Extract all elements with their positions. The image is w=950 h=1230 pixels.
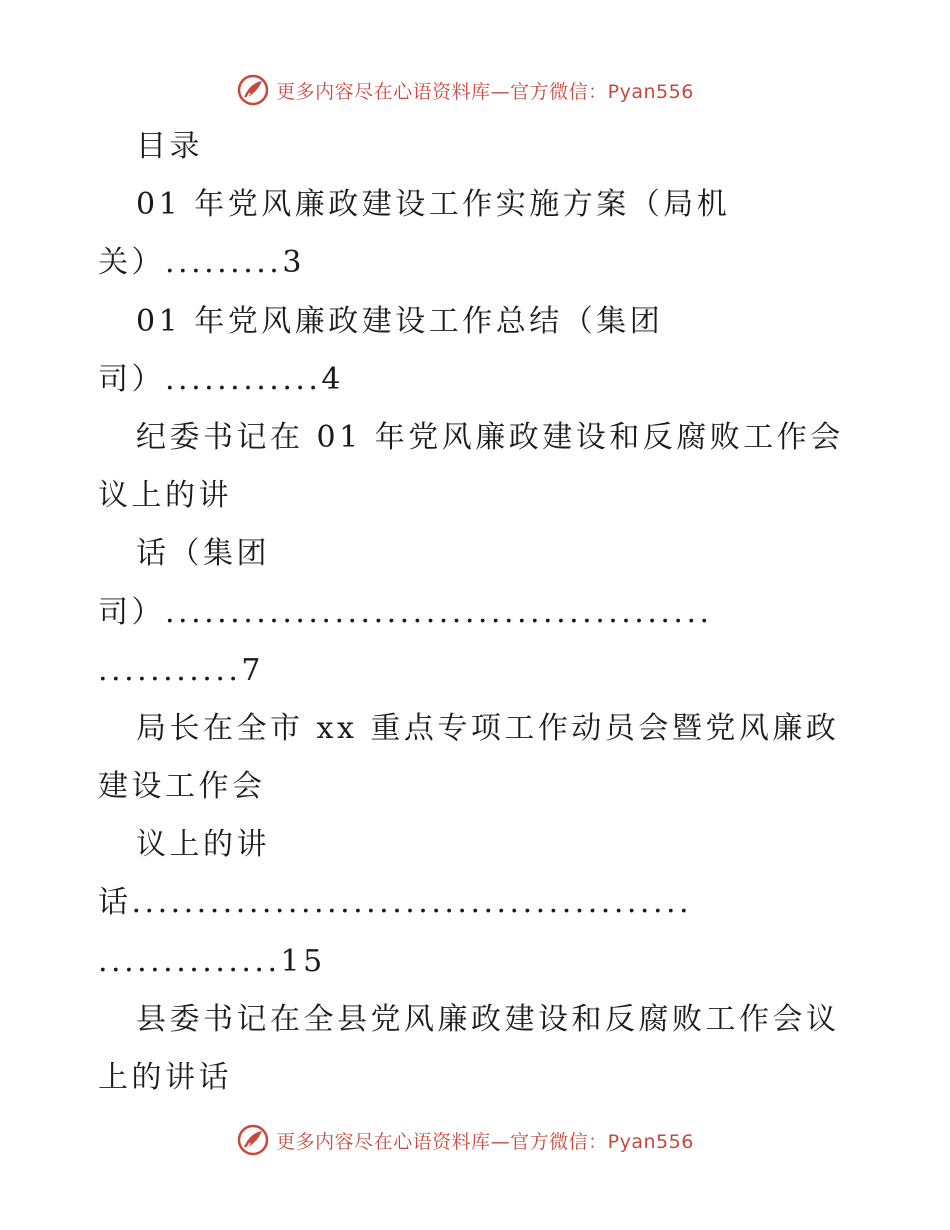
toc-line: 议上的讲 — [98, 478, 232, 514]
toc-line: 议上的讲 — [136, 827, 270, 863]
toc-line: 县委书记在全县党风廉政建设和反腐败工作会议 — [136, 1001, 840, 1037]
toc-line: 上的讲话 — [98, 1060, 232, 1095]
header-watermark-content — [236, 73, 694, 107]
toc-line: 纪委书记在 01 年党风廉政建设和反腐败工作会 — [136, 419, 844, 455]
toc-line: 话（集团 — [136, 536, 270, 572]
footer-watermark-content — [236, 1123, 694, 1157]
toc-line: 关）.........3 — [98, 245, 305, 281]
toc-line: 局长在全市 xx 重点专项工作动员会暨党风廉政 — [136, 710, 840, 746]
footer-watermark-banner — [0, 1120, 950, 1160]
pen-logo-icon — [236, 1123, 270, 1157]
footer-watermark-text: 更多内容尽在心语资料库—官方微信：Pyan556 — [276, 1130, 694, 1153]
toc-line: 司）.......................................... — [98, 594, 713, 630]
header-watermark-text: 更多内容尽在心语资料库—官方微信：Pyan556 — [276, 80, 694, 103]
toc-line: 司）............4 — [98, 361, 345, 397]
toc-line: 话........................................... — [98, 885, 693, 921]
table-of-contents — [98, 118, 858, 1107]
toc-line: 建设工作会 — [98, 769, 266, 805]
toc-line: 01 年党风廉政建设工作实施方案（局机 — [136, 187, 731, 223]
toc-line: 01 年党风廉政建设工作总结（集团 — [136, 303, 664, 339]
toc-line: ..............15 — [98, 943, 326, 979]
toc-line: 目录 — [136, 129, 203, 164]
header-watermark-banner — [0, 70, 950, 110]
pen-logo-icon — [236, 73, 270, 107]
toc-line: ...........7 — [98, 652, 264, 688]
